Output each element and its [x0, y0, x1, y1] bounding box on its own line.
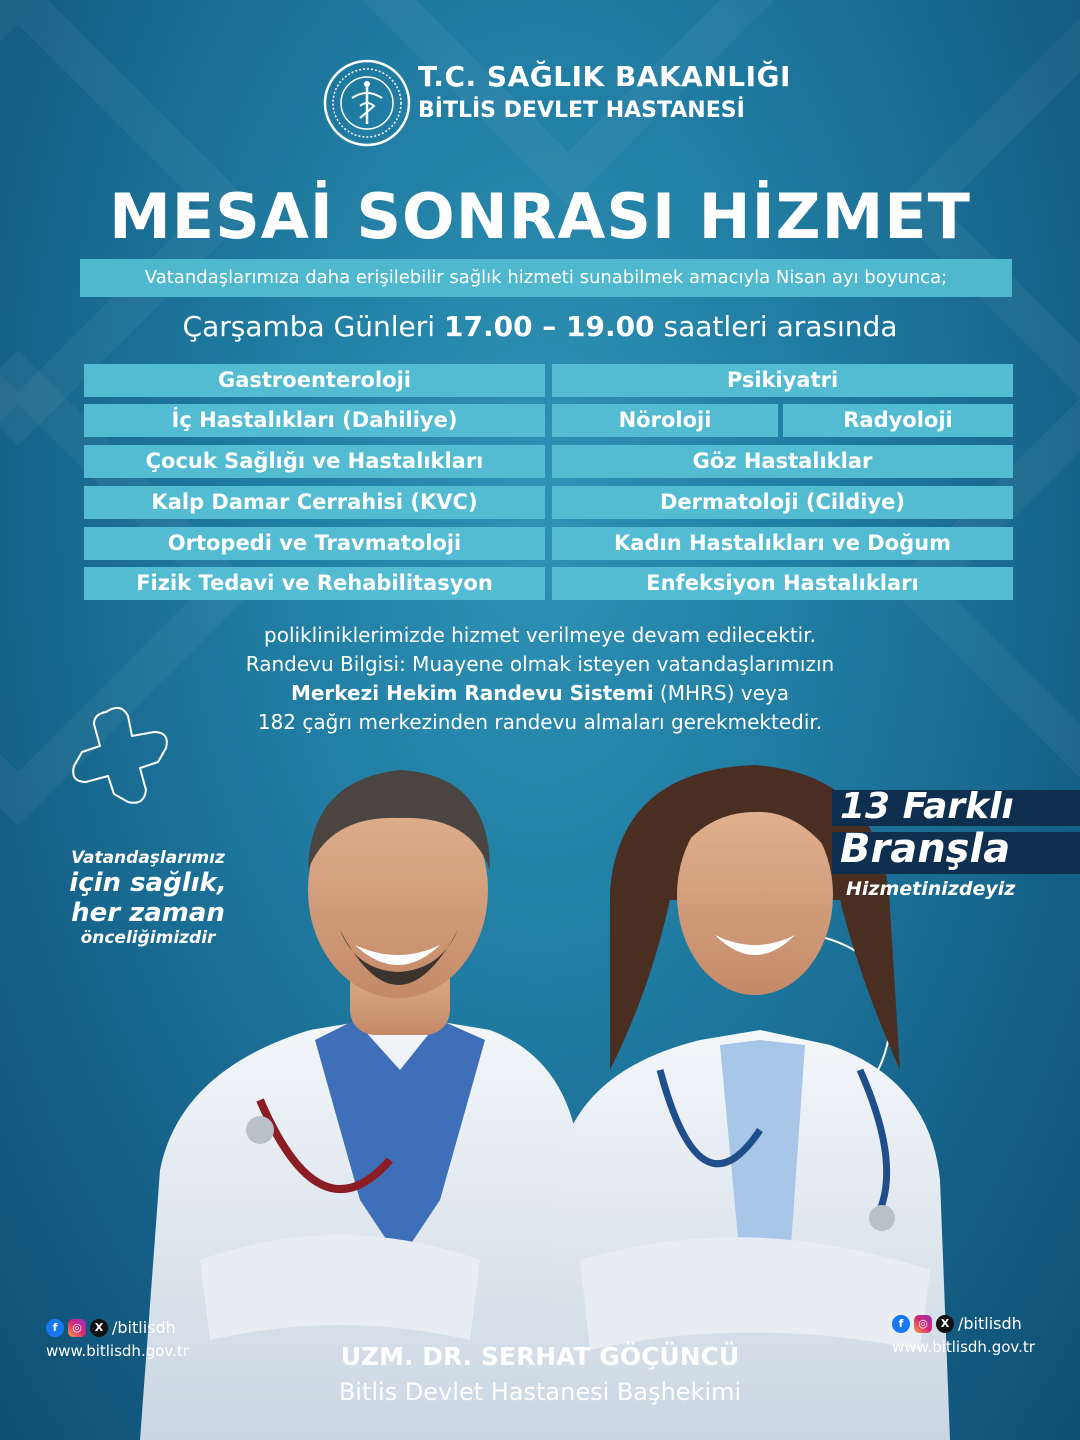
social-links-left [46, 1318, 176, 1337]
facebook-icon[interactable]: f [46, 1319, 64, 1337]
department-item: Nöroloji [552, 404, 778, 437]
info-line: polikliniklerimizde hizmet verilmeye devam edilecektir. [264, 623, 816, 647]
org-subtitle: BİTLİS DEVLET HASTANESİ [418, 98, 745, 123]
info-line: Randevu Bilgisi: Muayene olmak isteyen vatandaşlarımızın [245, 652, 835, 676]
department-item: Kadın Hastalıkları ve Doğum [552, 527, 1013, 560]
department-item: Psikiyatri [552, 364, 1013, 397]
badge-branch: Branşla [840, 826, 1011, 872]
x-icon[interactable]: X [936, 1315, 954, 1333]
social-links-right [892, 1314, 1022, 1333]
department-item: Gastroenteroloji [84, 364, 545, 397]
info-line: 182 çağrı merkezinden randevu almaları gerekmektedir. [257, 710, 823, 734]
social-handle[interactable]: /bitlisdh [112, 1318, 176, 1337]
info-line: Merkezi Hekim Randevu Sistemi (MHRS) veya [290, 681, 790, 705]
left-slogan [38, 848, 258, 948]
department-item: Çocuk Sağlığı ve Hastalıkları [84, 445, 545, 478]
schedule-text [0, 310, 1080, 343]
signer-name: UZM. DR. SERHAT GÖÇÜNCÜ [340, 1342, 740, 1371]
department-item: Enfeksiyon Hastalıkları [552, 567, 1013, 600]
mhrs-name: Merkezi Hekim Randevu Sistemi [290, 681, 654, 705]
x-icon[interactable]: X [90, 1319, 108, 1337]
department-item: Dermatoloji (Cildiye) [552, 486, 1013, 519]
department-item: Göz Hastalıklar [552, 445, 1013, 478]
schedule-time: 17.00 – 19.00 [443, 310, 655, 343]
department-item: Ortopedi ve Travmatoloji [84, 527, 545, 560]
instagram-icon[interactable]: ◎ [68, 1319, 86, 1337]
department-item: Kalp Damar Cerrahisi (KVC) [84, 486, 545, 519]
slogan-line: Vatandaşlarımız [71, 848, 225, 868]
ministry-of-health-seal-icon [322, 58, 412, 148]
main-title: MESAİ SONRASI HİZMET [109, 180, 971, 253]
website-link[interactable]: www.bitlisdh.gov.tr [46, 1342, 189, 1360]
signer-title: Bitlis Devlet Hastanesi Başhekimi [338, 1378, 742, 1406]
badge-service: Hizmetinizdeyiz [846, 878, 1016, 900]
slogan-line: için sağlık, [69, 868, 227, 898]
instagram-icon[interactable]: ◎ [914, 1315, 932, 1333]
intro-bar: Vatandaşlarımıza daha erişilebilir sağlık hizmeti sunabilmek amacıyla Nisan ayı boyunca; [80, 259, 1012, 297]
department-item: Fizik Tedavi ve Rehabilitasyon [84, 567, 545, 600]
department-item: Radyoloji [783, 404, 1013, 437]
schedule-prefix: Çarşamba Günleri [182, 310, 444, 343]
slogan-line: önceliğimizdir [80, 928, 216, 948]
department-item: İç Hastalıkları (Dahiliye) [84, 404, 545, 437]
org-title: T.C. SAĞLIK BAKANLIĞI [418, 60, 791, 93]
website-link[interactable]: www.bitlisdh.gov.tr [892, 1338, 1035, 1356]
schedule-suffix: saatleri arasında [654, 310, 898, 343]
badge-count: 13 Farklı [840, 786, 1014, 827]
social-handle[interactable]: /bitlisdh [958, 1314, 1022, 1333]
slogan-line: her zaman [71, 898, 225, 928]
facebook-icon[interactable]: f [892, 1315, 910, 1333]
